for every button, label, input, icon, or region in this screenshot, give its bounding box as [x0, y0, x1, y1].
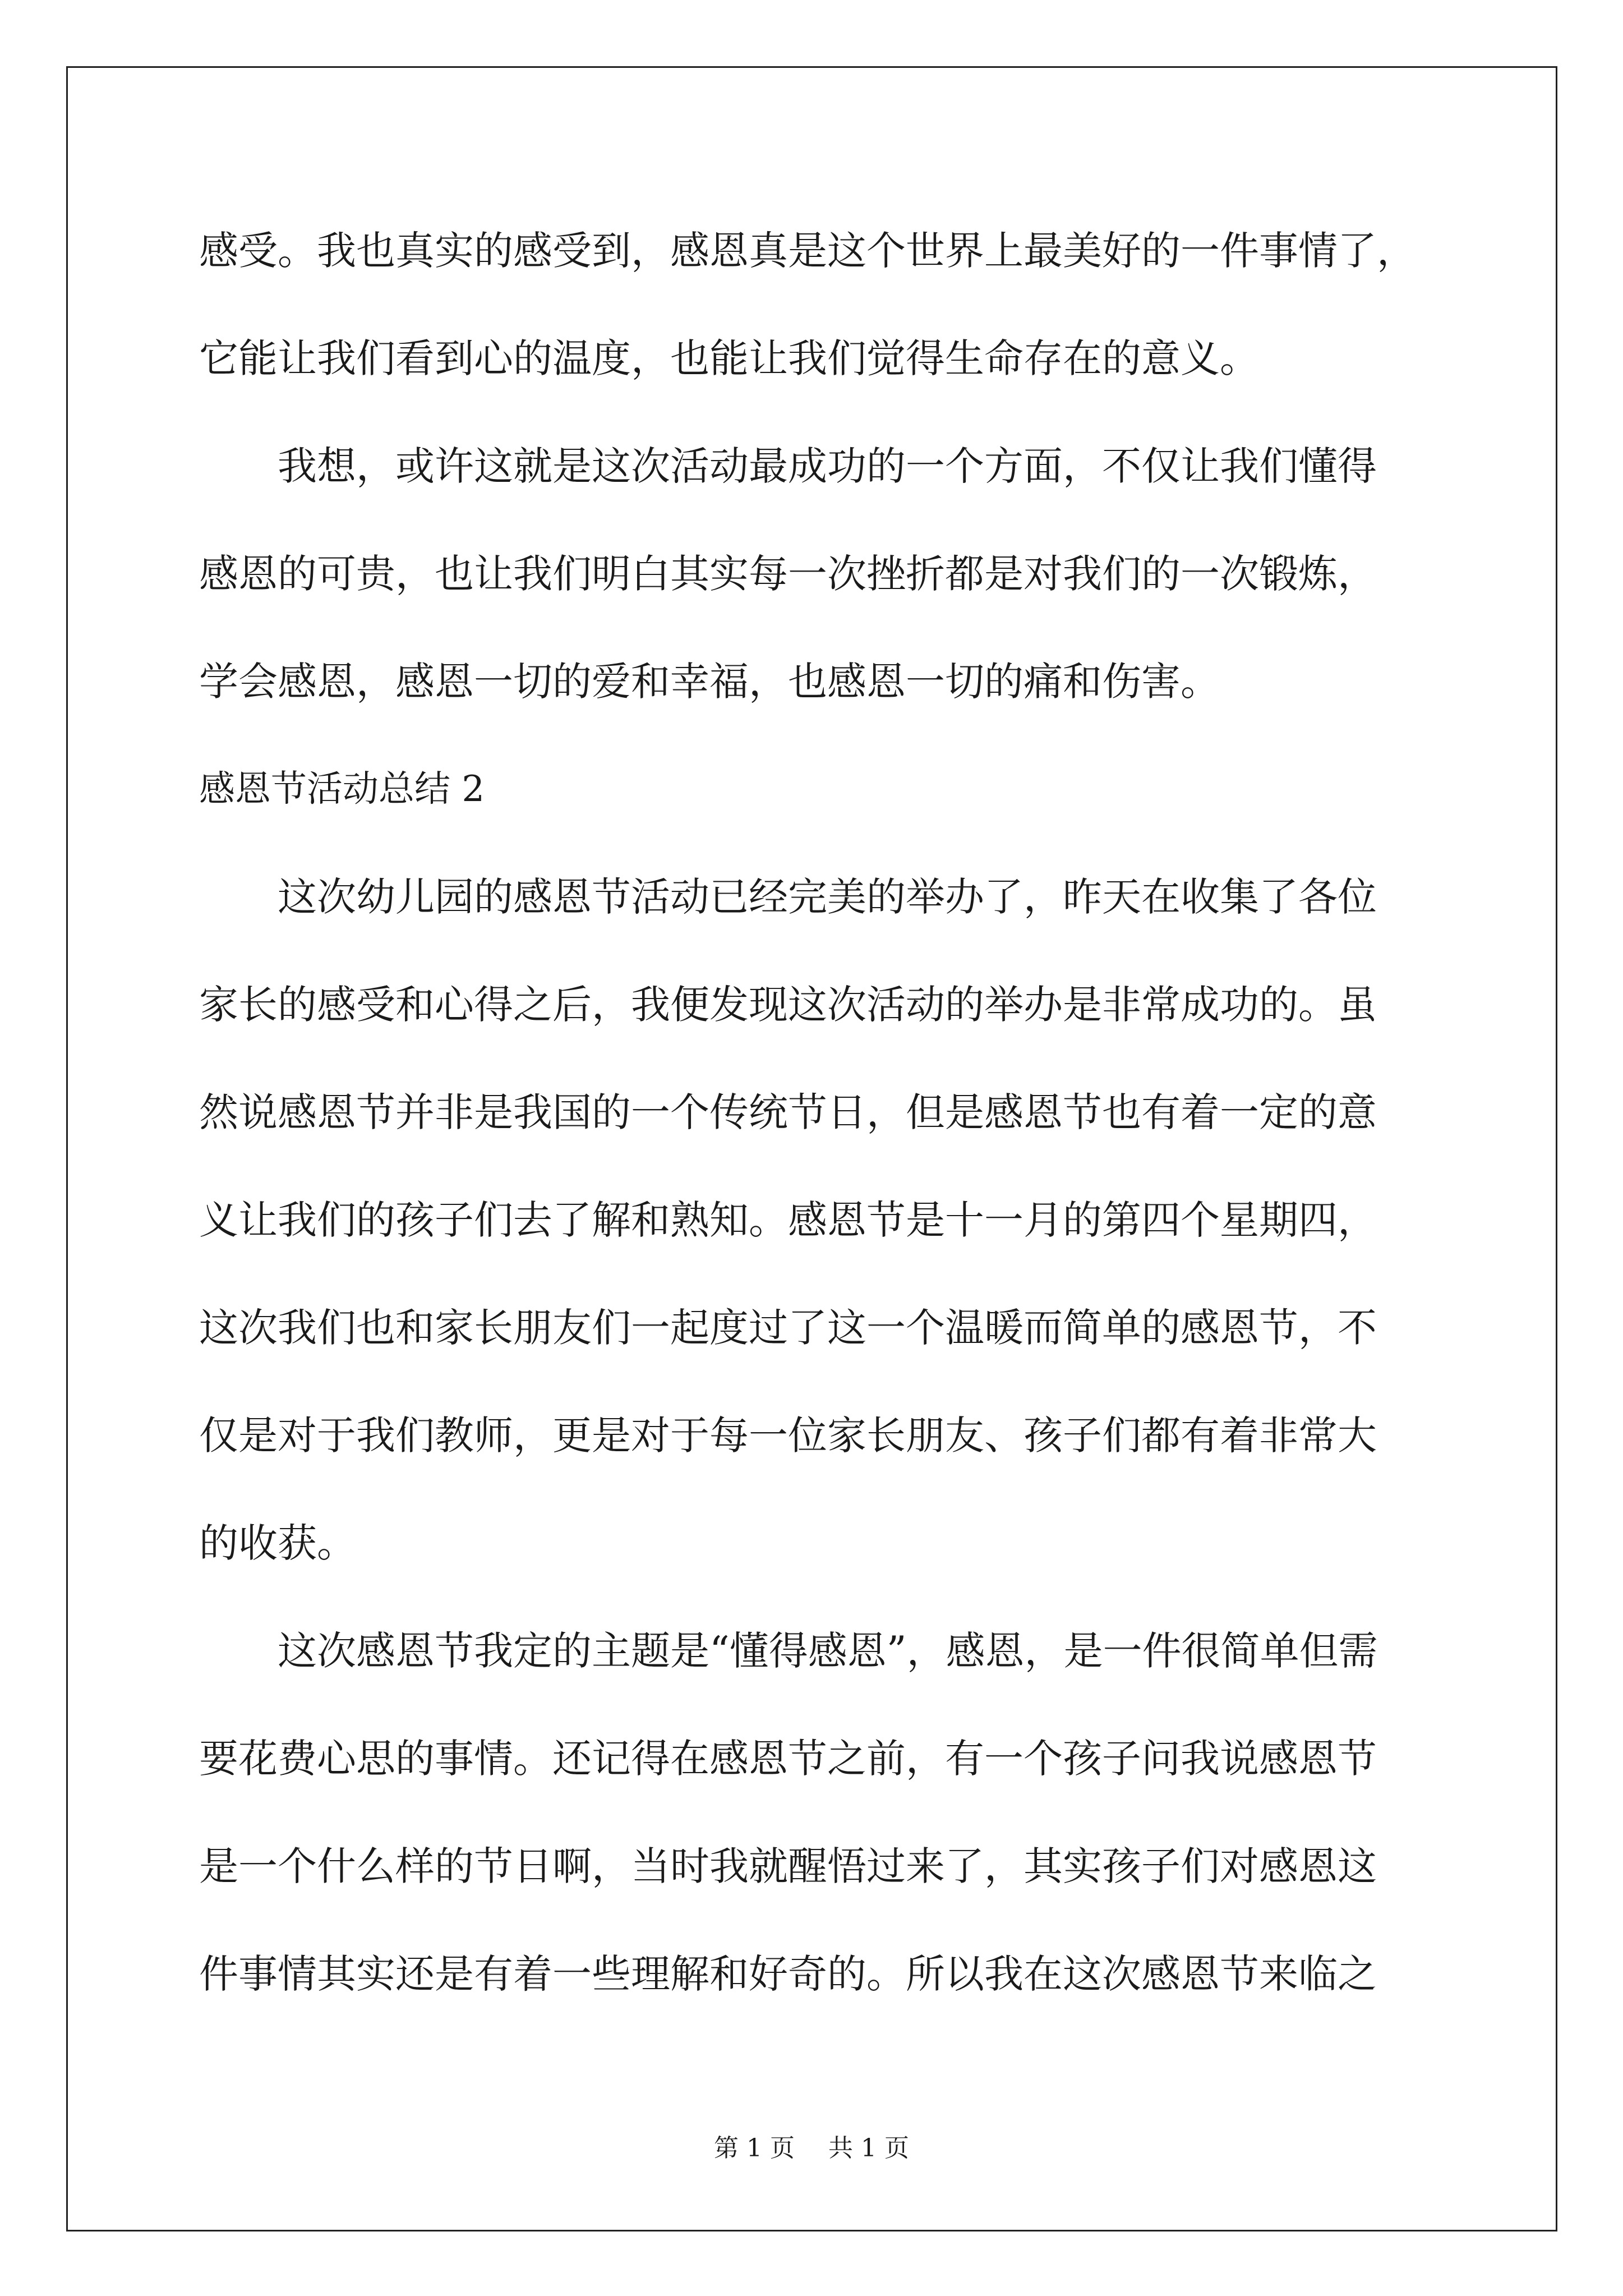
text-line: 仅是对于我们教师，更是对于每一位家长朋友、孩子们都有着非常大 — [199, 1412, 1377, 1458]
text-line: 要花费心思的事情。还记得在感恩节之前，有一个孩子问我说感恩节 — [199, 1736, 1377, 1782]
document-body — [199, 209, 1427, 2040]
text-line: 我想，或许这就是这次活动最成功的一个方面，不仅让我们懂得 — [278, 443, 1377, 489]
text-line: 学会感恩，感恩一切的爱和幸福，也感恩一切的痛和伤害。 — [199, 659, 1220, 705]
text-line: 义让我们的孩子们去了解和熟知。感恩节是十一月的第四个星期四， — [199, 1197, 1377, 1243]
text-line: 这次我们也和家长朋友们一起度过了这一个温暖而简单的感恩节，不 — [199, 1305, 1377, 1351]
text-line: 它能让我们看到心的温度，也能让我们觉得生命存在的意义。 — [199, 335, 1259, 381]
text-line: 然说感恩节并非是我国的一个传统节日，但是感恩节也有着一定的意 — [199, 1089, 1377, 1135]
page-total: 共 1 页 — [828, 2134, 909, 2162]
text-line: 这次感恩节我定的主题是“懂得感恩”，感恩，是一件很简单但需 — [278, 1628, 1378, 1674]
page-footer — [0, 2132, 1623, 2165]
text-line: 感恩的可贵，也让我们明白其实每一次挫折都是对我们的一次锻炼， — [199, 551, 1377, 597]
section-heading: 感恩节活动总结 2 — [199, 769, 485, 810]
text-line: 件事情其实还是有着一些理解和好奇的。所以我在这次感恩节来临之 — [199, 1951, 1377, 1997]
text-line: 是一个什么样的节日啊，当时我就醒悟过来了，其实孩子们对感恩这 — [199, 1843, 1377, 1889]
text-line: 感受。我也真实的感受到，感恩真是这个世界上最美好的一件事情了， — [199, 228, 1416, 274]
text-line: 家长的感受和心得之后，我便发现这次活动的举办是非常成功的。虽 — [199, 982, 1377, 1028]
page-number: 第 1 页 — [714, 2134, 795, 2162]
text-line: 这次幼儿园的感恩节活动已经完美的举办了，昨天在收集了各位 — [278, 874, 1377, 920]
text-line: 的收获。 — [199, 1520, 356, 1566]
